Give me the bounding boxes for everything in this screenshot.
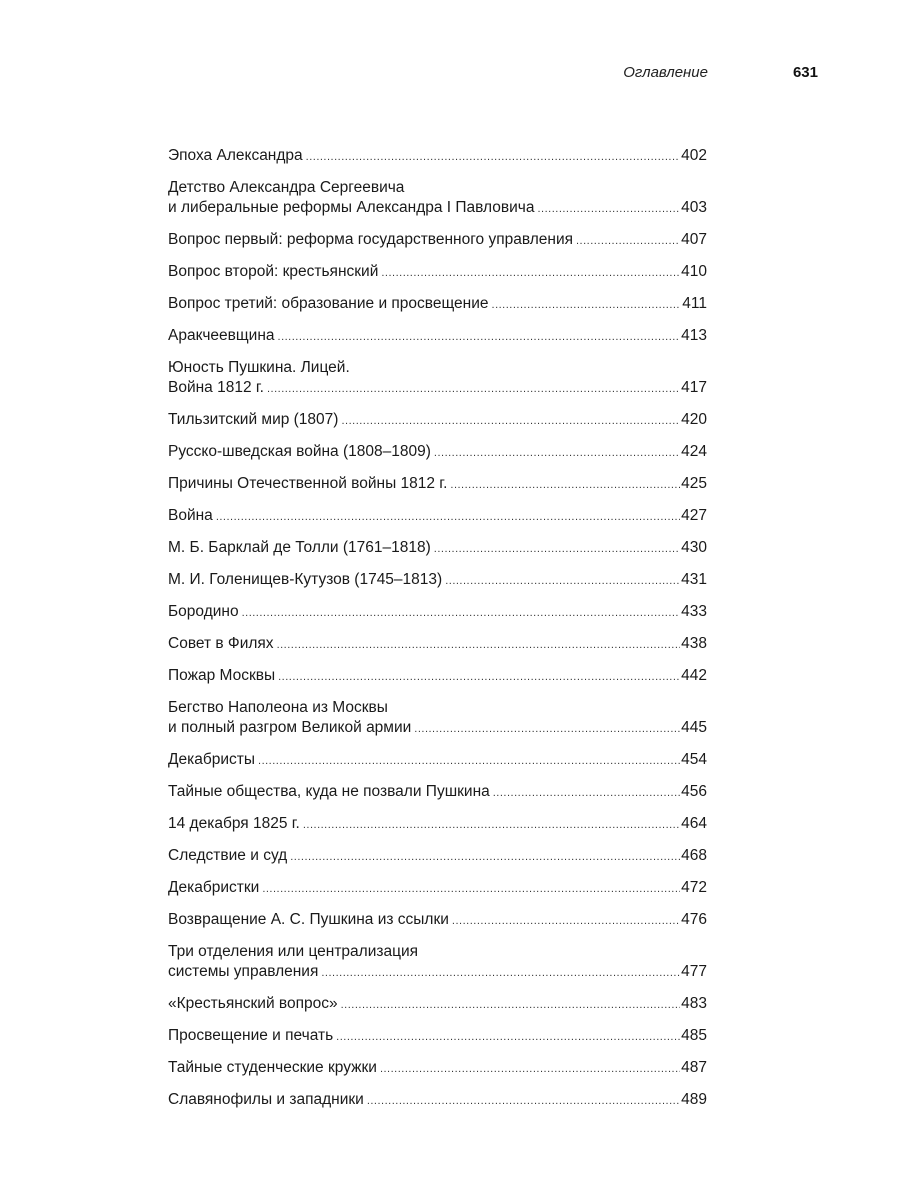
dot-leader bbox=[367, 1091, 680, 1111]
toc-line bbox=[168, 814, 707, 835]
toc-entry-page: 468 bbox=[681, 847, 707, 864]
toc-line bbox=[168, 602, 707, 623]
toc-line bbox=[168, 378, 707, 399]
toc-entry-page: 489 bbox=[681, 1091, 707, 1108]
toc-entry bbox=[168, 326, 707, 347]
toc-entry-title: Война bbox=[168, 507, 213, 524]
toc-entry-page: 424 bbox=[681, 443, 707, 460]
toc-entry-title: Война 1812 г. bbox=[168, 379, 264, 396]
toc-entry-title: Причины Отечественной войны 1812 г. bbox=[168, 475, 448, 492]
toc-entry bbox=[168, 750, 707, 771]
toc-entry-page: 476 bbox=[681, 911, 707, 928]
toc-entry bbox=[168, 570, 707, 591]
dot-leader bbox=[576, 231, 680, 251]
dot-leader bbox=[450, 475, 680, 495]
dot-leader bbox=[258, 751, 680, 771]
toc-entry-title: и полный разгром Великой армии bbox=[168, 719, 412, 736]
dot-leader bbox=[216, 507, 680, 527]
dot-leader bbox=[537, 199, 680, 219]
toc-entry-title: Славянофилы и западники bbox=[168, 1091, 364, 1108]
dot-leader bbox=[492, 295, 682, 315]
toc-entry-title: Бегство Наполеона из Москвы bbox=[168, 699, 388, 716]
toc-line bbox=[168, 410, 707, 431]
toc-entry bbox=[168, 910, 707, 931]
toc-entry-page: 403 bbox=[681, 199, 707, 216]
toc-entry bbox=[168, 146, 707, 167]
toc-line bbox=[168, 358, 707, 378]
toc-entry-page: 430 bbox=[681, 539, 707, 556]
toc-line bbox=[168, 1026, 707, 1047]
toc-line bbox=[168, 198, 707, 219]
dot-leader bbox=[242, 603, 681, 623]
toc-line bbox=[168, 846, 707, 867]
toc-entry bbox=[168, 698, 707, 739]
toc-entry-page: 427 bbox=[681, 507, 707, 524]
toc-entry-page: 420 bbox=[681, 411, 707, 428]
toc-line bbox=[168, 1058, 707, 1079]
toc-line bbox=[168, 634, 707, 655]
dot-leader bbox=[381, 263, 680, 283]
toc-entry-page: 433 bbox=[681, 603, 707, 620]
toc-entry-title: Три отделения или централизация bbox=[168, 943, 419, 960]
toc-entry-page: 411 bbox=[682, 295, 707, 312]
toc-entry-page: 438 bbox=[681, 635, 707, 652]
toc-entry-page: 472 bbox=[681, 879, 707, 896]
toc-entry bbox=[168, 442, 707, 463]
toc-entry-title: Детство Александра Сергеевича bbox=[168, 179, 405, 196]
toc-entry-title: Тильзитский мир (1807) bbox=[168, 411, 339, 428]
dot-leader bbox=[267, 379, 680, 399]
toc-entry bbox=[168, 230, 707, 251]
toc-entry-title: Совет в Филях bbox=[168, 635, 274, 652]
toc-line bbox=[168, 506, 707, 527]
dot-leader bbox=[278, 327, 681, 347]
toc-line bbox=[168, 538, 707, 559]
toc-entry-title: Вопрос первый: реформа государственного управления bbox=[168, 231, 573, 248]
toc-entry-page: 483 bbox=[681, 995, 707, 1012]
toc-entry-page: 487 bbox=[681, 1059, 707, 1076]
toc-entry-page: 445 bbox=[681, 719, 707, 736]
toc-line bbox=[168, 942, 707, 962]
toc-entry bbox=[168, 178, 707, 219]
toc-entry-title: Декабристки bbox=[168, 879, 260, 896]
toc-entry-title: М. И. Голенищев-Кутузов (1745–1813) bbox=[168, 571, 443, 588]
toc-entry-title: системы управления bbox=[168, 963, 319, 980]
toc-entry bbox=[168, 474, 707, 495]
toc-entry-title: М. Б. Барклай де Толли (1761–1818) bbox=[168, 539, 431, 556]
toc-entry-page: 417 bbox=[681, 379, 707, 396]
toc-entry-title: Аракчеевщина bbox=[168, 327, 275, 344]
toc-entry bbox=[168, 358, 707, 399]
toc-line bbox=[168, 750, 707, 771]
toc-entry-page: 456 bbox=[681, 783, 707, 800]
table-of-contents bbox=[168, 146, 707, 1122]
toc-entry-title: Тайные студенческие кружки bbox=[168, 1059, 377, 1076]
dot-leader bbox=[262, 879, 680, 899]
toc-entry bbox=[168, 1090, 707, 1111]
toc-entry-title: Юность Пушкина. Лицей. bbox=[168, 359, 350, 376]
running-head bbox=[0, 64, 900, 88]
toc-entry-title: Просвещение и печать bbox=[168, 1027, 334, 1044]
dot-leader bbox=[306, 147, 680, 167]
dot-leader bbox=[452, 911, 680, 931]
toc-entry bbox=[168, 410, 707, 431]
toc-entry-page: 410 bbox=[681, 263, 707, 280]
dot-leader bbox=[414, 719, 680, 739]
toc-line bbox=[168, 474, 707, 495]
toc-entry bbox=[168, 1058, 707, 1079]
toc-entry bbox=[168, 782, 707, 803]
toc-entry-page: 464 bbox=[681, 815, 707, 832]
toc-entry-title: Пожар Москвы bbox=[168, 667, 276, 684]
toc-entry-title: Тайные общества, куда не позвали Пушкина bbox=[168, 783, 490, 800]
toc-entry-title: Бородино bbox=[168, 603, 239, 620]
toc-entry-title: Эпоха Александра bbox=[168, 147, 303, 164]
dot-leader bbox=[336, 1027, 680, 1047]
toc-entry-page: 431 bbox=[681, 571, 707, 588]
toc-entry-page: 413 bbox=[681, 327, 707, 344]
toc-entry bbox=[168, 602, 707, 623]
dot-leader bbox=[341, 995, 681, 1015]
toc-entry-title: Возвращение А. С. Пушкина из ссылки bbox=[168, 911, 449, 928]
section-title: Оглавление bbox=[623, 64, 708, 81]
toc-entry-title: Вопрос третий: образование и просвещение bbox=[168, 295, 489, 312]
toc-line bbox=[168, 878, 707, 899]
toc-line bbox=[168, 666, 707, 687]
toc-line bbox=[168, 262, 707, 283]
toc-entry-title: Следствие и суд bbox=[168, 847, 288, 864]
toc-entry-page: 407 bbox=[681, 231, 707, 248]
dot-leader bbox=[321, 963, 680, 983]
toc-line bbox=[168, 698, 707, 718]
toc-entry-page: 442 bbox=[681, 667, 707, 684]
toc-line bbox=[168, 782, 707, 803]
toc-entry bbox=[168, 262, 707, 283]
toc-entry-page: 402 bbox=[681, 147, 707, 164]
toc-entry bbox=[168, 294, 707, 315]
dot-leader bbox=[380, 1059, 680, 1079]
toc-entry-title: Русско-шведская война (1808–1809) bbox=[168, 443, 431, 460]
toc-line bbox=[168, 326, 707, 347]
toc-entry-title: Вопрос второй: крестьянский bbox=[168, 263, 379, 280]
toc-line bbox=[168, 230, 707, 251]
toc-entry-page: 485 bbox=[681, 1027, 707, 1044]
toc-entry bbox=[168, 666, 707, 687]
toc-entry bbox=[168, 942, 707, 983]
dot-leader bbox=[290, 847, 680, 867]
dot-leader bbox=[445, 571, 680, 591]
dot-leader bbox=[303, 815, 680, 835]
dot-leader bbox=[434, 443, 680, 463]
toc-line bbox=[168, 962, 707, 983]
dot-leader bbox=[493, 783, 680, 803]
toc-entry-page: 425 bbox=[681, 475, 707, 492]
toc-entry bbox=[168, 1026, 707, 1047]
toc-line bbox=[168, 294, 707, 315]
toc-entry bbox=[168, 846, 707, 867]
toc-line bbox=[168, 178, 707, 198]
toc-entry-title: и либеральные реформы Александра I Павловича bbox=[168, 199, 535, 216]
toc-line bbox=[168, 994, 707, 1015]
toc-line bbox=[168, 718, 707, 739]
toc-line bbox=[168, 442, 707, 463]
toc-entry-title: «Крестьянский вопрос» bbox=[168, 995, 338, 1012]
toc-entry bbox=[168, 878, 707, 899]
toc-entry bbox=[168, 634, 707, 655]
toc-entry-page: 454 bbox=[681, 751, 707, 768]
toc-entry-title: Декабристы bbox=[168, 751, 256, 768]
toc-line bbox=[168, 570, 707, 591]
toc-entry-page: 477 bbox=[681, 963, 707, 980]
toc-entry bbox=[168, 538, 707, 559]
toc-entry bbox=[168, 994, 707, 1015]
toc-entry-title: 14 декабря 1825 г. bbox=[168, 815, 300, 832]
toc-line bbox=[168, 146, 707, 167]
page-number: 631 bbox=[792, 64, 818, 81]
toc-line bbox=[168, 1090, 707, 1111]
dot-leader bbox=[277, 635, 681, 655]
toc-entry bbox=[168, 814, 707, 835]
dot-leader bbox=[278, 667, 680, 687]
dot-leader bbox=[341, 411, 680, 431]
dot-leader bbox=[434, 539, 680, 559]
toc-line bbox=[168, 910, 707, 931]
toc-entry bbox=[168, 506, 707, 527]
